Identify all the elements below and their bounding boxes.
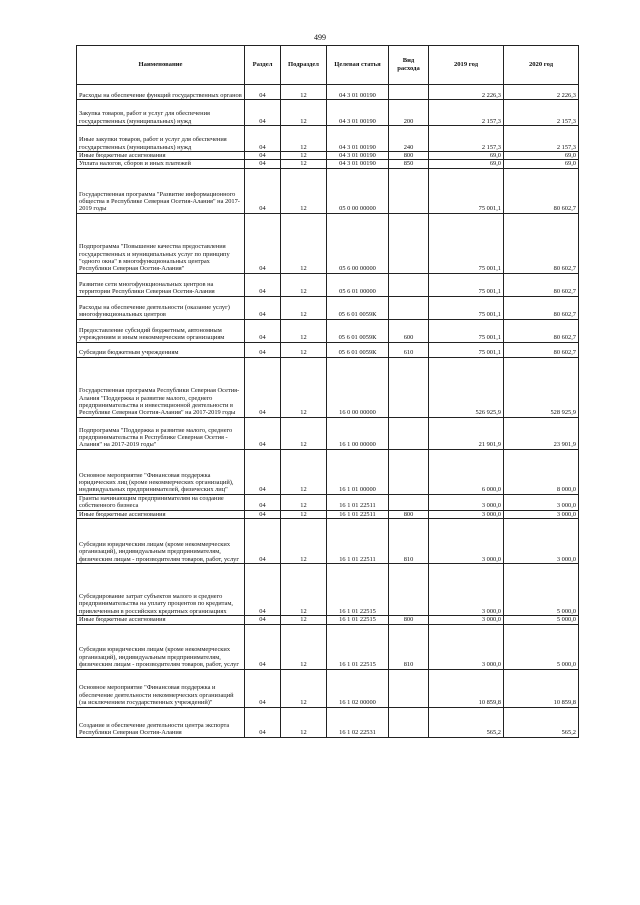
row-2020: 80 602,7 [504,296,579,319]
row-subsection: 12 [281,417,327,449]
row-subsection: 12 [281,85,327,100]
row-name: Закупка товаров, работ и услуг для обеспечения государственных (муниципальных) нужд [77,100,245,126]
row-section: 04 [245,85,281,100]
header-expense-type: Вид расхода [389,46,429,85]
table-row [77,707,579,737]
row-2019: 3 000,0 [429,519,504,564]
row-2019: 69,0 [429,160,504,168]
row-name: Предоставление субсидий бюджетным, автономным учреждениям и иным некоммерческим организациям [77,319,245,342]
table-row [77,616,579,624]
row-section: 04 [245,342,281,357]
row-2020: 3 000,0 [504,510,579,518]
row-2019: 69,0 [429,152,504,160]
row-section: 04 [245,564,281,616]
row-subsection: 12 [281,160,327,168]
row-section: 04 [245,707,281,737]
table-header-row [77,46,579,85]
header-2019: 2019 год [429,46,504,85]
row-expense-type: 600 [389,319,429,342]
row-2020: 8 000,0 [504,449,579,494]
row-target: 04 3 01 00190 [327,85,389,100]
row-expense-type: 810 [389,624,429,669]
row-target: 16 1 01 22511 [327,519,389,564]
row-2020: 2 157,3 [504,100,579,126]
row-expense-type [389,707,429,737]
row-2020: 565,2 [504,707,579,737]
row-target: 16 1 01 22515 [327,624,389,669]
row-section: 04 [245,168,281,213]
row-subsection: 12 [281,510,327,518]
row-section: 04 [245,449,281,494]
table-row [77,273,579,296]
row-subsection: 12 [281,152,327,160]
row-section: 04 [245,296,281,319]
row-target: 05 6 01 0059К [327,319,389,342]
table-row [77,85,579,100]
row-section: 04 [245,494,281,510]
row-subsection: 12 [281,168,327,213]
table-row [77,126,579,152]
row-2019: 75 001,1 [429,213,504,273]
row-section: 04 [245,126,281,152]
row-expense-type [389,357,429,417]
row-2019: 3 000,0 [429,616,504,624]
row-expense-type [389,85,429,100]
row-subsection: 12 [281,669,327,707]
row-section: 04 [245,616,281,624]
row-expense-type: 800 [389,510,429,518]
row-2020: 528 925,9 [504,357,579,417]
row-name: Создание и обеспечение деятельности центра экспорта Республики Северная Осетия-Алания [77,707,245,737]
row-subsection: 12 [281,616,327,624]
row-section: 04 [245,510,281,518]
row-2019: 2 157,3 [429,126,504,152]
row-target: 05 6 00 00000 [327,213,389,273]
row-target: 16 1 01 22511 [327,510,389,518]
row-2020: 2 157,3 [504,126,579,152]
row-target: 16 1 01 22515 [327,564,389,616]
row-target: 05 6 01 00000 [327,273,389,296]
row-expense-type [389,273,429,296]
row-subsection: 12 [281,494,327,510]
row-target: 16 1 00 00000 [327,417,389,449]
row-expense-type: 850 [389,160,429,168]
table-row [77,213,579,273]
row-expense-type [389,494,429,510]
table-row [77,168,579,213]
row-2020: 10 859,8 [504,669,579,707]
row-section: 04 [245,417,281,449]
row-subsection: 12 [281,273,327,296]
row-2020: 69,0 [504,160,579,168]
row-expense-type [389,449,429,494]
header-section: Раздел [245,46,281,85]
row-2020: 2 226,3 [504,85,579,100]
row-subsection: 12 [281,296,327,319]
row-target: 16 0 00 00000 [327,357,389,417]
row-2019: 3 000,0 [429,494,504,510]
row-name: Расходы на обеспечение деятельности (оказание услуг) многофункциональных центров [77,296,245,319]
row-subsection: 12 [281,624,327,669]
row-2019: 2 226,3 [429,85,504,100]
row-2019: 565,2 [429,707,504,737]
row-2019: 3 000,0 [429,564,504,616]
row-2019: 75 001,1 [429,319,504,342]
row-subsection: 12 [281,519,327,564]
row-expense-type: 200 [389,100,429,126]
table-row [77,296,579,319]
row-target: 04 3 01 00190 [327,152,389,160]
row-subsection: 12 [281,449,327,494]
table-row [77,342,579,357]
row-target: 04 3 01 00190 [327,100,389,126]
row-subsection: 12 [281,126,327,152]
row-expense-type: 810 [389,519,429,564]
row-subsection: 12 [281,707,327,737]
row-2020: 23 901,9 [504,417,579,449]
row-2020: 5 000,0 [504,564,579,616]
table-row [77,449,579,494]
row-section: 04 [245,669,281,707]
row-name: Субсидирование затрат субъектов малого и среднего предпринимательства на уплату процентов по кредитам, привлеченным в российских кредитных организациях [77,564,245,616]
row-name: Уплата налогов, сборов и иных платежей [77,160,245,168]
row-section: 04 [245,357,281,417]
table-row [77,510,579,518]
row-name: Развитие сети многофункциональных центров на территории Республики Северная Осетия-Алания [77,273,245,296]
row-name: Расходы на обеспечение функций государственных органов [77,85,245,100]
header-subsection: Подраздел [281,46,327,85]
row-2020: 3 000,0 [504,519,579,564]
table-row [77,669,579,707]
header-name: Наименование [77,46,245,85]
row-2020: 69,0 [504,152,579,160]
table-row [77,417,579,449]
row-name: Подпрограмма "Повышение качества предоставления государственных и муниципальных услуг по принципу "одного окна" в многофункциональных центрах Республики Северная Осетия-Алания" [77,213,245,273]
row-subsection: 12 [281,357,327,417]
row-section: 04 [245,160,281,168]
row-target: 16 1 01 22511 [327,494,389,510]
row-section: 04 [245,519,281,564]
table-row [77,564,579,616]
table-row [77,494,579,510]
row-2020: 5 000,0 [504,624,579,669]
row-expense-type [389,564,429,616]
budget-table [76,45,579,738]
row-2020: 80 602,7 [504,342,579,357]
row-target: 16 1 02 22531 [327,707,389,737]
row-expense-type [389,669,429,707]
row-name: Субсидии юридическим лицам (кроме некоммерческих организаций), индивидуальным предпринимателям, физическим лицам - производителям товаров, работ, услуг [77,624,245,669]
row-section: 04 [245,319,281,342]
row-name: Основное мероприятие "Финансовая поддержка юридических лиц (кроме некоммерческих организаций), индивидуальных предпринимателей, физических лиц" [77,449,245,494]
row-subsection: 12 [281,319,327,342]
table-row [77,519,579,564]
row-target: 16 1 01 22515 [327,616,389,624]
row-2019: 2 157,3 [429,100,504,126]
row-name: Иные бюджетные ассигнования [77,510,245,518]
row-expense-type [389,213,429,273]
row-section: 04 [245,213,281,273]
row-expense-type: 800 [389,152,429,160]
table-row [77,100,579,126]
row-name: Гранты начинающим предпринимателям на создание собственного бизнеса [77,494,245,510]
row-target: 16 1 01 00000 [327,449,389,494]
table-row [77,152,579,160]
row-subsection: 12 [281,342,327,357]
row-section: 04 [245,273,281,296]
table-row [77,160,579,168]
row-name: Подпрограмма "Поддержка и развитие малого, среднего предпринимательства в Республике Северная Осетия - Алания" на 2017-2019 годы" [77,417,245,449]
row-name: Иные закупки товаров, работ и услуг для обеспечения государственных (муниципальных) нужд [77,126,245,152]
row-2019: 75 001,1 [429,168,504,213]
row-2019: 526 925,9 [429,357,504,417]
row-target: 16 1 02 00000 [327,669,389,707]
row-section: 04 [245,100,281,126]
header-target: Целевая статья [327,46,389,85]
row-2020: 3 000,0 [504,494,579,510]
row-2019: 75 001,1 [429,296,504,319]
page-number: 499 [314,33,326,42]
row-name: Субсидии юридическим лицам (кроме некоммерческих организаций), индивидуальным предпринимателям, физическим лицам - производителям товаров, работ, услуг [77,519,245,564]
row-name: Государственная программа Республики Северная Осетия-Алания "Поддержка и развитие малого, среднего предпринимательства и инвестиционной деятельности в Республике Северная Осетия-Алания" на 2017-2019 годы [77,357,245,417]
row-name: Иные бюджетные ассигнования [77,616,245,624]
row-name: Субсидии бюджетным учреждениям [77,342,245,357]
row-name: Государственная программа "Развитие информационного общества в Республике Северная Осетия-Алания" на 2017-2019 годы [77,168,245,213]
row-expense-type [389,168,429,213]
table-row [77,624,579,669]
row-2020: 5 000,0 [504,616,579,624]
table-row [77,319,579,342]
header-2020: 2020 год [504,46,579,85]
row-2019: 75 001,1 [429,342,504,357]
row-2019: 3 000,0 [429,624,504,669]
table-row [77,357,579,417]
row-expense-type [389,296,429,319]
row-name: Иные бюджетные ассигнования [77,152,245,160]
row-2019: 75 001,1 [429,273,504,296]
row-target: 04 3 01 00190 [327,160,389,168]
row-expense-type: 240 [389,126,429,152]
row-2020: 80 602,7 [504,273,579,296]
row-2019: 10 859,8 [429,669,504,707]
row-expense-type [389,417,429,449]
row-target: 05 0 00 00000 [327,168,389,213]
row-subsection: 12 [281,564,327,616]
row-expense-type: 800 [389,616,429,624]
row-2019: 21 901,9 [429,417,504,449]
row-2019: 3 000,0 [429,510,504,518]
row-name: Основное мероприятие "Финансовая поддержка и обеспечение деятельности некоммерческих организаций (за исключением государственных учреждений)" [77,669,245,707]
row-target: 05 6 01 0059К [327,296,389,319]
row-2020: 80 602,7 [504,319,579,342]
row-2020: 80 602,7 [504,213,579,273]
row-target: 05 6 01 0059К [327,342,389,357]
row-section: 04 [245,624,281,669]
row-subsection: 12 [281,100,327,126]
row-target: 04 3 01 00190 [327,126,389,152]
row-section: 04 [245,152,281,160]
row-subsection: 12 [281,213,327,273]
row-expense-type: 610 [389,342,429,357]
row-2020: 80 602,7 [504,168,579,213]
row-2019: 6 000,0 [429,449,504,494]
